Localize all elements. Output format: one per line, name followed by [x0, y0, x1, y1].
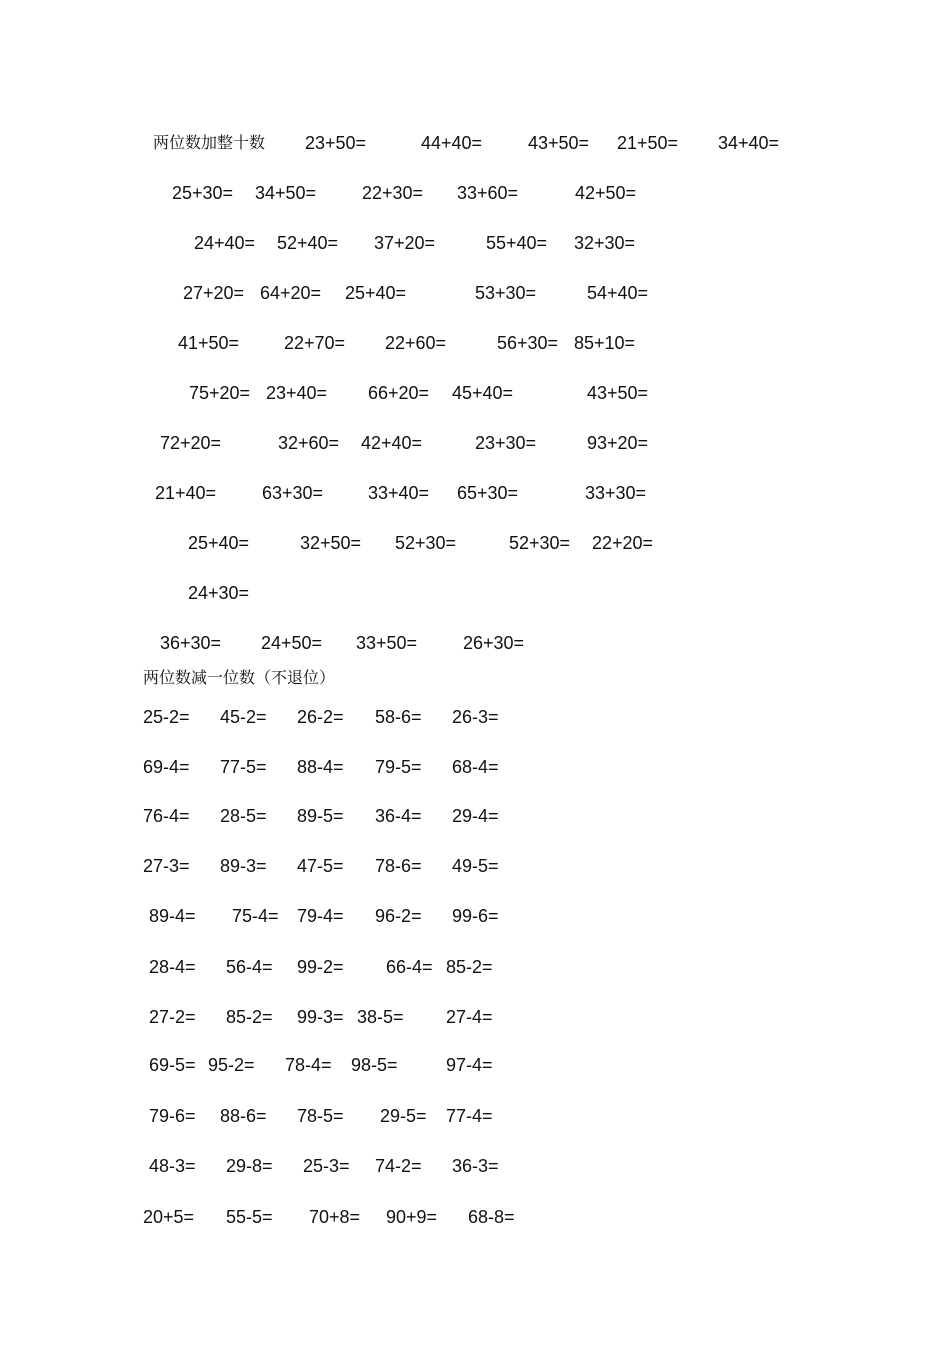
math-problem: 22+20=: [592, 533, 654, 553]
math-problem: 77-5=: [220, 757, 267, 777]
math-problem: 79-6=: [149, 1106, 196, 1126]
math-problem: 75-4=: [232, 906, 279, 926]
problem-row: [0, 801, 950, 831]
math-problem: 93+20=: [587, 433, 649, 453]
math-problem: 56+30=: [497, 333, 559, 353]
problem-row: [0, 578, 950, 608]
math-problem: 42+40=: [361, 433, 423, 453]
section-title-addition: 两位数加整十数: [153, 133, 266, 152]
math-problem: 34+40=: [718, 133, 780, 153]
math-problem: 78-5=: [297, 1106, 344, 1126]
math-problem: 78-6=: [375, 856, 422, 876]
math-problem: 20+5=: [143, 1207, 195, 1227]
math-problem: 89-3=: [220, 856, 267, 876]
math-problem: 25-2=: [143, 707, 190, 727]
problem-row: [0, 228, 950, 258]
math-problem: 24+40=: [194, 233, 256, 253]
math-problem: 23+50=: [305, 133, 367, 153]
math-problem: 33+50=: [356, 633, 418, 653]
math-problem: 72+20=: [160, 433, 222, 453]
math-problem: 79-4=: [297, 906, 344, 926]
math-problem: 26+30=: [463, 633, 525, 653]
math-problem: 97-4=: [446, 1055, 493, 1075]
math-problem: 22+60=: [385, 333, 447, 353]
math-problem: 22+30=: [362, 183, 424, 203]
math-problem: 43+50=: [587, 383, 649, 403]
math-problem: 25+30=: [172, 183, 234, 203]
math-problem: 27-3=: [143, 856, 190, 876]
problem-row: [0, 428, 950, 458]
problem-row: [0, 1002, 950, 1032]
math-problem: 32+60=: [278, 433, 340, 453]
math-problem: 24+30=: [188, 583, 250, 603]
math-problem: 74-2=: [375, 1156, 422, 1176]
math-problem: 27-2=: [149, 1007, 196, 1027]
math-problem: 53+30=: [475, 283, 537, 303]
math-problem: 25+40=: [188, 533, 250, 553]
math-problem: 29-4=: [452, 806, 499, 826]
problem-row: [0, 328, 950, 358]
problem-row: [0, 478, 950, 508]
math-problem: 66-4=: [386, 957, 433, 977]
math-problem: 25+40=: [345, 283, 407, 303]
math-problem: 44+40=: [421, 133, 483, 153]
math-problem: 63+30=: [262, 483, 324, 503]
problem-row: [0, 702, 950, 732]
math-problem: 48-3=: [149, 1156, 196, 1176]
math-problem: 85+10=: [574, 333, 636, 353]
math-problem: 26-2=: [297, 707, 344, 727]
math-problem: 21+40=: [155, 483, 217, 503]
math-problem: 45-2=: [220, 707, 267, 727]
section-title-subtraction: 两位数减一位数（不退位）: [143, 668, 336, 687]
math-problem: 89-4=: [149, 906, 196, 926]
math-problem: 88-4=: [297, 757, 344, 777]
math-problem: 32+30=: [574, 233, 636, 253]
math-problem: 28-5=: [220, 806, 267, 826]
math-problem: 42+50=: [575, 183, 637, 203]
math-problem: 69-4=: [143, 757, 190, 777]
math-problem: 56-4=: [226, 957, 273, 977]
math-problem: 33+60=: [457, 183, 519, 203]
math-problem: 52+40=: [277, 233, 339, 253]
math-problem: 36+30=: [160, 633, 222, 653]
math-problem: 55-5=: [226, 1207, 273, 1227]
math-problem: 88-6=: [220, 1106, 267, 1126]
math-problem: 66+20=: [368, 383, 430, 403]
math-problem: 33+30=: [585, 483, 647, 503]
problem-row: [0, 1202, 950, 1232]
math-problem: 34+50=: [255, 183, 317, 203]
problem-row: [0, 1151, 950, 1181]
math-problem: 99-6=: [452, 906, 499, 926]
math-problem: 38-5=: [357, 1007, 404, 1027]
math-problem: 41+50=: [178, 333, 240, 353]
problem-row: [0, 851, 950, 881]
problem-row: [0, 1050, 950, 1080]
math-problem: 90+9=: [386, 1207, 438, 1227]
problem-row: [0, 628, 950, 658]
math-problem: 28-4=: [149, 957, 196, 977]
math-problem: 85-2=: [226, 1007, 273, 1027]
math-problem: 25-3=: [303, 1156, 350, 1176]
math-problem: 49-5=: [452, 856, 499, 876]
math-problem: 96-2=: [375, 906, 422, 926]
math-problem: 99-3=: [297, 1007, 344, 1027]
problem-row: [0, 752, 950, 782]
math-problem: 29-5=: [380, 1106, 427, 1126]
math-problem: 47-5=: [297, 856, 344, 876]
math-problem: 69-5=: [149, 1055, 196, 1075]
problem-row: [0, 952, 950, 982]
math-problem: 77-4=: [446, 1106, 493, 1126]
math-problem: 22+70=: [284, 333, 346, 353]
math-problem: 76-4=: [143, 806, 190, 826]
math-problem: 52+30=: [395, 533, 457, 553]
problem-row: [0, 178, 950, 208]
math-problem: 95-2=: [208, 1055, 255, 1075]
problem-row: [0, 128, 950, 158]
problem-row: [0, 378, 950, 408]
math-problem: 98-5=: [351, 1055, 398, 1075]
math-problem: 36-3=: [452, 1156, 499, 1176]
math-problem: 85-2=: [446, 957, 493, 977]
problem-row: [0, 901, 950, 931]
math-problem: 55+40=: [486, 233, 548, 253]
math-problem: 23+30=: [475, 433, 537, 453]
math-problem: 43+50=: [528, 133, 590, 153]
math-problem: 70+8=: [309, 1207, 361, 1227]
math-problem: 64+20=: [260, 283, 322, 303]
math-problem: 65+30=: [457, 483, 519, 503]
problem-row: [0, 528, 950, 558]
math-problem: 26-3=: [452, 707, 499, 727]
math-problem: 27+20=: [183, 283, 245, 303]
math-problem: 54+40=: [587, 283, 649, 303]
math-problem: 32+50=: [300, 533, 362, 553]
math-problem: 79-5=: [375, 757, 422, 777]
math-problem: 99-2=: [297, 957, 344, 977]
math-problem: 33+40=: [368, 483, 430, 503]
math-problem: 75+20=: [189, 383, 251, 403]
math-problem: 24+50=: [261, 633, 323, 653]
math-problem: 58-6=: [375, 707, 422, 727]
problem-row: [0, 278, 950, 308]
math-problem: 27-4=: [446, 1007, 493, 1027]
math-problem: 36-4=: [375, 806, 422, 826]
math-problem: 37+20=: [374, 233, 436, 253]
math-problem: 68-4=: [452, 757, 499, 777]
math-problem: 89-5=: [297, 806, 344, 826]
math-problem: 45+40=: [452, 383, 514, 403]
math-problem: 78-4=: [285, 1055, 332, 1075]
math-problem: 68-8=: [468, 1207, 515, 1227]
problem-row: [0, 1101, 950, 1131]
math-problem: 52+30=: [509, 533, 571, 553]
math-problem: 23+40=: [266, 383, 328, 403]
math-problem: 21+50=: [617, 133, 679, 153]
math-problem: 29-8=: [226, 1156, 273, 1176]
